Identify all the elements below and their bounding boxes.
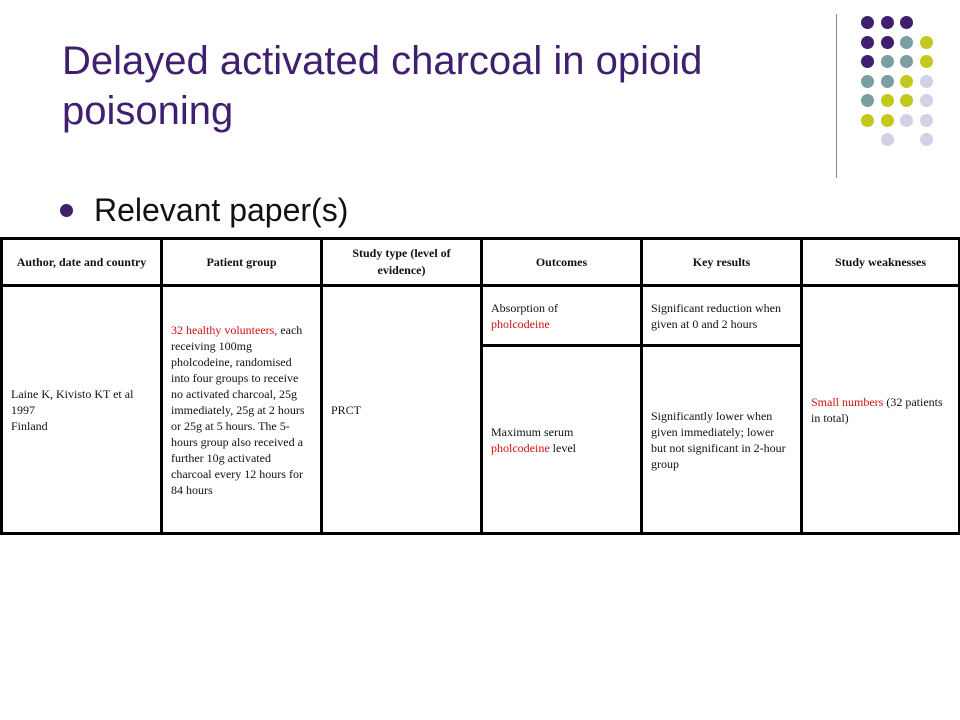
weakness-highlight: Small numbers [811,394,884,409]
outcome-2-suffix: level [549,440,576,455]
header-key-results: Key results [642,239,802,286]
patient-group-text: each receiving 100mg pholcodeine, randomised into four groups to receive no activated charcoal, 25g immediately, 25g at 2 hours or 25g at 5 hours. The 5-hours group also received a further 10g activated charcoal every 12 hours for 84 hours [171,322,305,497]
author-country: Finland [11,418,48,433]
decorative-dot [881,75,894,88]
decorative-dot [900,16,913,29]
header-study-type: Study type (level of evidence) [322,239,482,286]
decorative-dot [881,55,894,68]
decorative-dot [861,16,874,29]
outcome-1-text: Absorption of [491,300,558,315]
decorative-dot [861,75,874,88]
patient-group-highlight: 32 healthy volunteers, [171,322,278,337]
decorative-dot [900,36,913,49]
header-author: Author, date and country [2,239,162,286]
outcome-2-highlight: pholcodeine [491,440,550,455]
papers-table [0,237,960,535]
header-patient-group: Patient group [162,239,322,286]
cell-author [2,286,162,534]
table-row [2,286,960,346]
bullet-point-icon [60,204,73,217]
cell-key-result-2: Significantly lower when given immediately; lower but not significant in 2-hour group [642,346,802,534]
author-year: 1997 [11,402,35,417]
decorative-dot [900,75,913,88]
decorative-dot [861,36,874,49]
outcome-1-highlight: pholcodeine [491,316,550,331]
decorative-dot [881,16,894,29]
cell-weaknesses [802,286,960,534]
decorative-dot [900,94,913,107]
decorative-dot [900,55,913,68]
slide-title: Delayed activated charcoal in opioid poisoning [62,39,703,133]
cell-study-type: PRCT [322,286,482,534]
header-outcomes: Outcomes [482,239,642,286]
header-study-weaknesses: Study weaknesses [802,239,960,286]
decorative-dot [920,94,933,107]
decorative-dot [881,114,894,127]
cell-outcome-1 [482,286,642,346]
bullet-text: Relevant paper(s) [94,192,349,228]
table-header-row [2,239,960,286]
cell-key-result-1: Significant reduction when given at 0 and 2 hours [642,286,802,346]
decorative-dot [881,133,894,146]
decorative-dot [920,55,933,68]
decorative-dot [861,94,874,107]
decorative-dot [920,75,933,88]
cell-patient-group [162,286,322,534]
decorative-dot [920,133,933,146]
title-divider-line [836,14,837,178]
decorative-dot [881,36,894,49]
decorative-dot [920,36,933,49]
weakness-text: (32 patients in total) [811,394,943,425]
decorative-dot [881,94,894,107]
decorative-dot [900,114,913,127]
decorative-dot [861,114,874,127]
outcome-2-text: Maximum serum [491,424,574,439]
decorative-dot [920,114,933,127]
cell-outcome-2 [482,346,642,534]
author-names: Laine K, Kivisto KT et al [11,386,134,401]
decorative-dot [861,55,874,68]
